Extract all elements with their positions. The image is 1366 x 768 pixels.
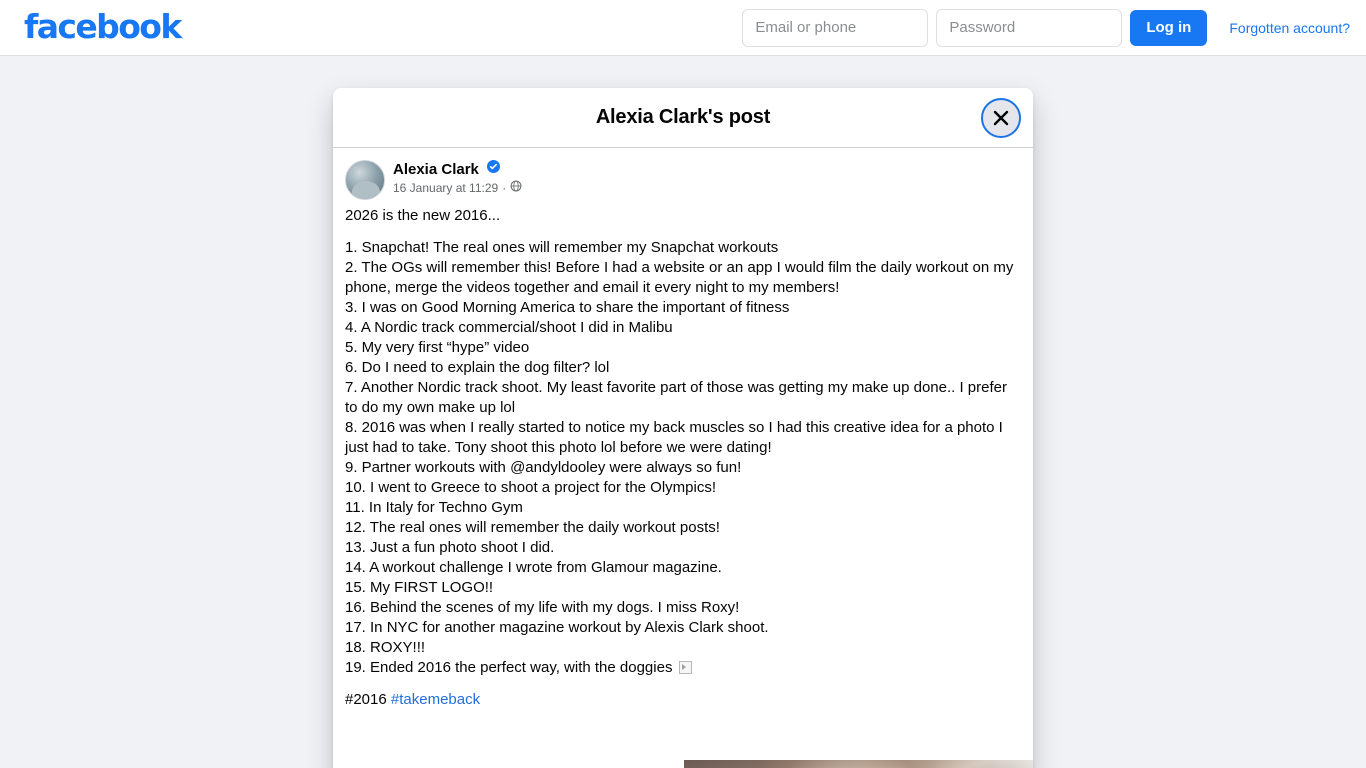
post-hashtags <box>345 690 1021 710</box>
facebook-logo[interactable]: facebook <box>24 7 181 46</box>
dialog-body <box>333 148 1033 768</box>
post-meta <box>393 180 522 195</box>
verified-badge-icon <box>487 160 500 178</box>
post-header <box>345 160 1021 206</box>
post-intro: 2026 is the new 2016... <box>345 207 501 224</box>
post-lines <box>345 238 1021 678</box>
post-line: 11. In Italy for Techno Gym <box>345 499 523 516</box>
dialog-header <box>333 88 1033 148</box>
post-line: 19. Ended 2016 the perfect way, with the doggies <box>345 658 1021 678</box>
post-media-photo[interactable] <box>684 760 1033 768</box>
dialog-title: Alexia Clark's post <box>595 106 771 128</box>
post-line: 4. A Nordic track commercial/shoot I did in Malibu <box>345 319 673 336</box>
post-line: 9. Partner workouts with @andyldooley were always so fun! <box>345 459 742 476</box>
post-line: 12. The real ones will remember the daily workout posts! <box>345 519 720 536</box>
avatar[interactable] <box>345 160 385 200</box>
email-field[interactable] <box>742 9 928 47</box>
post-line: 2. The OGs will remember this! Before I had a website or an app I would film the daily workout on my phone, merge the videos together and email it every night to my members! <box>345 259 1014 296</box>
post-line: 18. ROXY!!! <box>345 639 426 656</box>
post-line: 1. Snapchat! The real ones will remember my Snapchat workouts <box>345 239 779 256</box>
password-field[interactable] <box>936 9 1122 47</box>
post-line: 3. I was on Good Morning America to share the important of fitness <box>345 299 790 316</box>
post-line: 8. 2016 was when I really started to notice my back muscles so I had this creative idea for a photo I just had to take. Tony shoot this photo lol before we were dating! <box>345 419 1003 456</box>
login-form <box>742 9 1350 47</box>
hashtag-plain: #2016 <box>345 691 387 708</box>
post-line: 10. I went to Greece to shoot a project for the Olympics! <box>345 479 717 496</box>
post-dialog <box>333 88 1033 768</box>
post-author-name[interactable]: Alexia Clark <box>393 160 479 178</box>
log-in-button[interactable]: Log in <box>1130 10 1207 46</box>
page-backdrop <box>0 56 1366 768</box>
post-author-block <box>393 160 522 200</box>
post-line: 13. Just a fun photo shoot I did. <box>345 539 555 556</box>
forgotten-account-link[interactable]: Forgotten account? <box>1229 19 1350 36</box>
post-line: 6. Do I need to explain the dog filter? lol <box>345 359 610 376</box>
facebook-top-bar <box>0 0 1366 56</box>
post-media-broken[interactable] <box>333 760 682 768</box>
post-timestamp[interactable]: 16 January at 11:29 <box>393 180 499 195</box>
close-icon[interactable] <box>981 98 1021 138</box>
post-body <box>345 206 1021 710</box>
post-line: 7. Another Nordic track shoot. My least favorite part of those was getting my make up done.. I prefer to do my own make up lol <box>345 379 1007 416</box>
post-line: 5. My very first “hype” video <box>345 339 530 356</box>
post-media-strip <box>333 760 1033 768</box>
hashtag-link[interactable]: #takemeback <box>390 691 481 708</box>
post-line: 16. Behind the scenes of my life with my dogs. I miss Roxy! <box>345 599 740 616</box>
meta-separator: · <box>502 180 507 195</box>
broken-image-icon <box>679 661 692 674</box>
post-line: 14. A workout challenge I wrote from Glamour magazine. <box>345 559 722 576</box>
post-line: 15. My FIRST LOGO!! <box>345 579 494 596</box>
post-line: 17. In NYC for another magazine workout by Alexis Clark shoot. <box>345 619 769 636</box>
globe-icon[interactable] <box>510 180 522 195</box>
